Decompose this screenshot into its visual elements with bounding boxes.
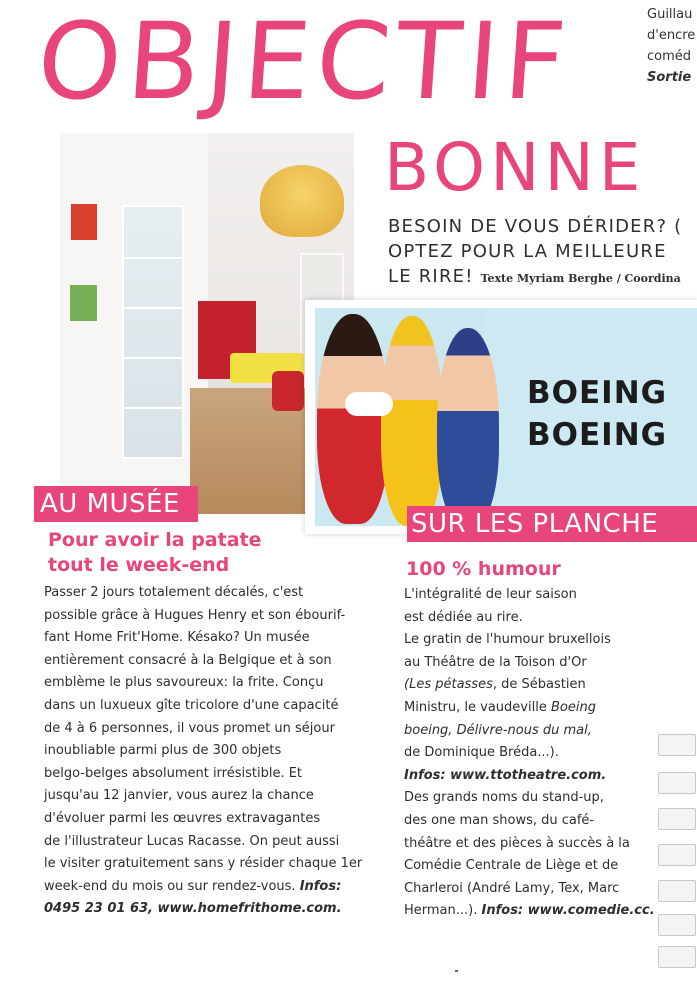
photo-poster-red (71, 204, 97, 240)
body-line: de l'illustrateur Lucas Racasse. On peut aussi (44, 833, 340, 849)
body-line: fant Home Frit'Home. Késako? Un musée (44, 630, 310, 646)
photo-display-shelf (122, 205, 184, 459)
illustration-figure (658, 734, 696, 756)
body-line: Ministru, le vaudeville Boeing (404, 699, 596, 715)
musee-heading-line: Pour avoir la patate (48, 529, 262, 551)
musee-heading (48, 528, 368, 578)
illustration-figure (658, 946, 696, 968)
illustration-figure (658, 914, 696, 936)
illustration-figure (658, 880, 696, 902)
poster-title (527, 372, 687, 456)
planches-heading: 100 % humour (406, 558, 561, 580)
body-line: Charleroi (André Lamy, Tex, Marc (404, 880, 620, 896)
planches-infos-comedie: Infos: www.comedie.cc. (481, 903, 655, 919)
body-line: L'intégralité de leur saison (404, 587, 577, 602)
illustration-figure (658, 844, 696, 866)
poster-actress-red (317, 314, 389, 524)
adjacent-line: coméd (647, 49, 692, 64)
body-line: Des grands noms du stand-up, (404, 790, 604, 806)
body-line: entièrement consacré à la Belgique et à son (44, 652, 332, 668)
page-title: OBJECTIF (33, 0, 576, 123)
poster-actress-blue (437, 328, 499, 526)
poster-glove (345, 392, 393, 416)
intro-line: BESOIN DE VOUS DÉRIDER? ( (388, 216, 683, 237)
planches-infos-theatre: Infos: www.ttotheatre.com. (404, 767, 607, 783)
adjacent-column-text (647, 4, 697, 88)
adjacent-line: Guillau (647, 7, 693, 22)
body-line: boeing, Délivre-nous du mal, (404, 722, 592, 738)
body-line: le visiter gratuitement sans y résider chaque 1er (44, 856, 363, 872)
illustration-strip (656, 732, 697, 970)
body-line: Le gratin de l'humour bruxellois (404, 632, 611, 648)
photo-red-chair (272, 371, 304, 411)
musee-body (44, 582, 380, 921)
intro-text (388, 214, 697, 291)
intro-line: LE RIRE! Texte Myriam Berghe / Coordina (388, 266, 681, 287)
body-line: théâtre et des pièces à succès à la (404, 835, 630, 851)
poster-title-line: BOEING (527, 375, 668, 411)
poster-title-line: BOEING (527, 417, 668, 453)
body-line: possible grâce à Hugues Henry et son ébourif- (44, 607, 346, 623)
page-mark (455, 970, 458, 972)
infos-label: Infos: (299, 878, 342, 894)
body-line: au Théâtre de la Toison d'Or (404, 654, 587, 670)
body-line: des one man shows, du café- (404, 812, 595, 828)
illustration-figure (658, 808, 696, 830)
body-line: inoubliable parmi plus de 300 objets (44, 743, 282, 759)
body-line: Passer 2 jours totalement décalés, c'est (44, 585, 304, 600)
adjacent-line: Sortie (647, 70, 692, 85)
author-credit: Texte Myriam Berghe / Coordina (480, 272, 681, 285)
adjacent-line: d'encre (647, 28, 696, 43)
body-line: Herman...). Infos: www.comedie.cc. (404, 903, 655, 919)
intro-line: OPTEZ POUR LA MEILLEURE (388, 241, 667, 262)
body-line: emblème le plus savoureux: la frite. Conçu (44, 675, 324, 691)
photo-poster-green (70, 285, 97, 321)
body-line: belgo-belges absolument irrésistible. Et (44, 765, 303, 781)
planches-body (404, 584, 664, 923)
body-line: dans un luxueux gîte tricolore d'une capacité (44, 697, 339, 713)
musee-infos-line: 0495 23 01 63, www.homefrithome.com. (44, 901, 342, 917)
body-line: Comédie Centrale de Liège et de (404, 858, 619, 874)
page-subtitle: BONNE (384, 129, 646, 206)
body-line: de 4 à 6 personnes, il vous promet un séjour (44, 720, 335, 736)
boeing-poster-photo (305, 300, 697, 534)
body-line: d'évoluer parmi les œuvres extravagantes (44, 810, 321, 826)
body-line: jusqu'au 12 janvier, vous aurez la chance (44, 788, 314, 804)
illustration-figure (658, 772, 696, 794)
body-line: (Les pétasses, de Sébastien (404, 677, 586, 693)
section-label-planches: SUR LES PLANCHE (407, 506, 697, 542)
photo-fries-sculpture (260, 165, 344, 237)
musee-heading-line: tout le week-end (48, 554, 230, 576)
body-line: de Dominique Bréda...). (404, 745, 559, 761)
body-line: week-end du mois ou sur rendez-vous. Infos: (44, 878, 342, 894)
poster-image (315, 308, 697, 526)
body-line: est dédiée au rire. (404, 609, 523, 625)
poster-actress-yellow (381, 316, 443, 526)
section-label-musee: AU MUSÉE (34, 486, 198, 522)
